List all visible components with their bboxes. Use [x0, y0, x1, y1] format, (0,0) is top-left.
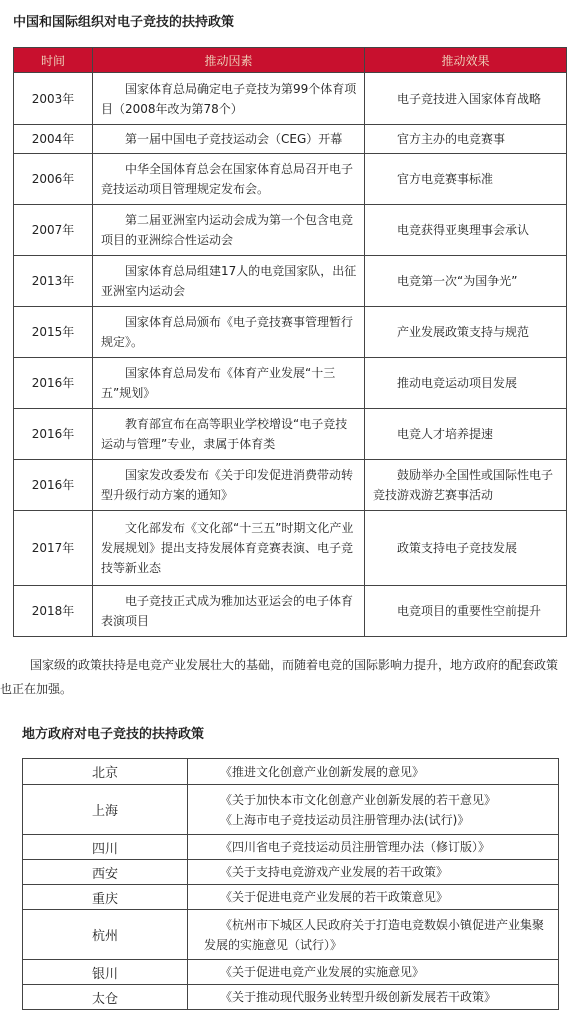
city-cell: 四川 [23, 835, 188, 860]
effect-cell: 电竞获得亚奥理事会承认 [365, 205, 567, 256]
table-row [23, 985, 559, 1010]
event-cell: 教育部宣布在高等职业学校增设“电子竞技运动与管理”专业，隶属于体育类 [93, 409, 365, 460]
table-row [14, 73, 567, 125]
policy-cell [188, 960, 559, 985]
effect-cell: 官方电竞赛事标准 [365, 154, 567, 205]
policy-text: 《上海市电子竞技运动员注册管理办法(试行)》 [220, 812, 470, 827]
paragraph-line-1: 国家级的政策扶持是电竞产业发展壮大的基础，而随着电竞的国际影响力提升，地方政府的配套政策 [30, 658, 559, 672]
city-cell: 上海 [23, 785, 188, 835]
header-effect: 推动效果 [365, 48, 567, 73]
effect-cell: 官方主办的电竞赛事 [365, 125, 567, 154]
event-cell: 国家体育总局发布《体育产业发展“十三五”规划》 [93, 358, 365, 409]
policy-text: 《杭州市下城区人民政府关于打造电竞数娱小镇促进产业集聚发展的实施意见（试行）》 [204, 917, 545, 952]
section2-title: 地方政府对电子竞技的扶持政策 [22, 727, 205, 742]
year-cell: 2003年 [14, 73, 93, 125]
year-cell: 2017年 [14, 511, 93, 586]
year-cell: 2007年 [14, 205, 93, 256]
city-cell: 太仓 [23, 985, 188, 1010]
table-row [23, 785, 559, 835]
table-row [14, 586, 567, 637]
event-cell: 第一届中国电子竞技运动会（CEG）开幕 [93, 125, 365, 154]
effect-cell: 推动电竞运动项目发展 [365, 358, 567, 409]
table-header-row [14, 48, 567, 73]
event-cell: 中华全国体育总会在国家体育总局召开电子竞技运动项目管理规定发布会。 [93, 154, 365, 205]
table-row [23, 960, 559, 985]
event-cell: 国家体育总局确定电子竞技为第99个体育项目（2008年改为第78个） [93, 73, 365, 125]
policy-cell [188, 885, 559, 910]
year-cell: 2016年 [14, 409, 93, 460]
event-cell: 文化部发布《文化部“十三五”时期文化产业发展规划》提出支持发展体育竞赛表演、电子竞技等新业态 [93, 511, 365, 586]
policy-cell [188, 835, 559, 860]
table-row [14, 307, 567, 358]
table-row [14, 358, 567, 409]
policy-text: 《关于推动现代服务业转型升级创新发展若干政策》 [220, 990, 497, 1004]
policy-text: 《关于促进电竞产业发展的实施意见》 [220, 965, 425, 979]
event-cell: 第二届亚洲室内运动会成为第一个包含电竞项目的亚洲综合性运动会 [93, 205, 365, 256]
effect-cell: 产业发展政策支持与规范 [365, 307, 567, 358]
table-row [14, 125, 567, 154]
event-cell: 电子竞技正式成为雅加达亚运会的电子体育表演项目 [93, 586, 365, 637]
effect-cell: 电竞项目的重要性空前提升 [365, 586, 567, 637]
policy-cell [188, 985, 559, 1010]
table-row [23, 885, 559, 910]
effect-cell: 政策支持电子竞技发展 [365, 511, 567, 586]
national-policy-table [13, 47, 567, 637]
table-row [23, 910, 559, 960]
year-cell: 2013年 [14, 256, 93, 307]
policy-text: 《关于加快本市文化创意产业创新发展的若干意见》 [220, 792, 497, 807]
policy-text: 《四川省电子竞技运动员注册管理办法（修订版）》 [220, 840, 491, 854]
header-driver: 推动因素 [93, 48, 365, 73]
year-cell: 2004年 [14, 125, 93, 154]
effect-cell: 鼓励举办全国性或国际性电子竞技游戏游艺赛事活动 [365, 460, 567, 511]
table-row [14, 460, 567, 511]
event-cell: 国家体育总局颁布《电子竞技赛事管理暂行规定》。 [93, 307, 365, 358]
section1-title: 中国和国际组织对电子竞技的扶持政策 [13, 15, 235, 30]
city-cell: 杭州 [23, 910, 188, 960]
event-cell: 国家发改委发布《关于印发促进消费带动转型升级行动方案的通知》 [93, 460, 365, 511]
policy-cell [188, 759, 559, 785]
paragraph-line-2: 也正在加强。 [0, 682, 73, 696]
table-row [14, 154, 567, 205]
table-row [14, 409, 567, 460]
city-cell: 重庆 [23, 885, 188, 910]
year-cell: 2016年 [14, 460, 93, 511]
effect-cell: 电子竞技进入国家体育战略 [365, 73, 567, 125]
table-row [14, 205, 567, 256]
policy-cell [188, 910, 559, 960]
policy-cell [188, 785, 559, 835]
table-row [23, 860, 559, 885]
table-row [14, 511, 567, 586]
effect-cell: 电竞第一次“为国争光” [365, 256, 567, 307]
table-row [23, 759, 559, 785]
effect-cell: 电竞人才培养提速 [365, 409, 567, 460]
table-row [14, 256, 567, 307]
policy-text: 《关于促进电竞产业发展的若干政策意见》 [220, 890, 449, 904]
city-cell: 北京 [23, 759, 188, 785]
event-cell: 国家体育总局组建17人的电竞国家队，出征亚洲室内运动会 [93, 256, 365, 307]
summary-paragraph [0, 653, 581, 701]
policy-text: 《推进文化创意产业创新发展的意见》 [220, 764, 425, 779]
year-cell: 2018年 [14, 586, 93, 637]
year-cell: 2015年 [14, 307, 93, 358]
header-year: 时间 [14, 48, 93, 73]
policy-text: 《关于支持电竞游戏产业发展的若干政策》 [220, 865, 449, 879]
policy-cell [188, 860, 559, 885]
year-cell: 2016年 [14, 358, 93, 409]
local-policy-table [22, 758, 559, 1010]
year-cell: 2006年 [14, 154, 93, 205]
city-cell: 银川 [23, 960, 188, 985]
table-row [23, 835, 559, 860]
city-cell: 西安 [23, 860, 188, 885]
